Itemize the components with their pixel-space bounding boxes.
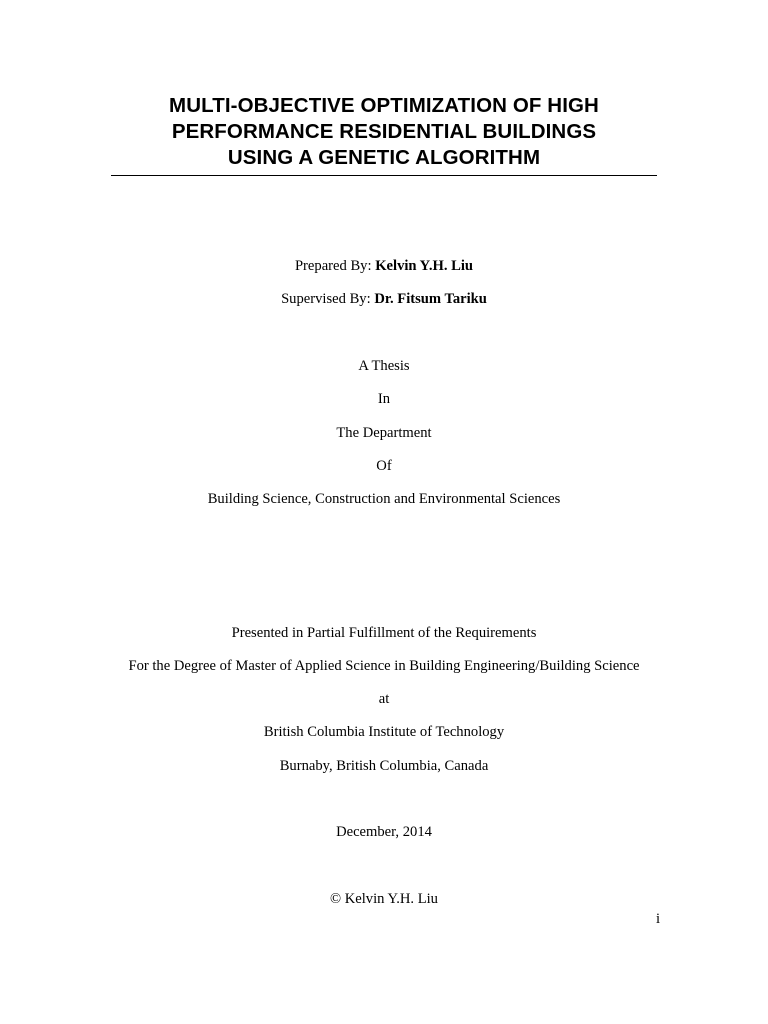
department-name: Building Science, Construction and Environmental Sciences (207, 491, 561, 507)
thesis-title (111, 93, 657, 171)
title-divider (111, 175, 657, 176)
title-line-1: MULTI-OBJECTIVE OPTIMIZATION OF HIGH (169, 94, 599, 117)
title-line-2: PERFORMANCE RESIDENTIAL BUILDINGS (171, 120, 597, 143)
copyright-notice: © Kelvin Y.H. Liu (330, 891, 438, 907)
author-name: Kelvin Y.H. Liu (375, 258, 474, 274)
institution-location: Burnaby, British Columbia, Canada (279, 758, 489, 774)
degree-line: For the Degree of Master of Applied Science in Building Engineering/Building Science (128, 658, 640, 674)
submission-date: December, 2014 (336, 824, 432, 840)
title-line-3: USING A GENETIC ALGORITHM (227, 146, 541, 169)
thesis-line-3: The Department (336, 425, 432, 441)
page-number: i (655, 911, 660, 927)
supervised-by (0, 290, 768, 308)
institution-name: British Columbia Institute of Technology (263, 724, 505, 740)
prepared-by-label: Prepared By: (294, 258, 376, 274)
at-line: at (378, 691, 390, 707)
supervisor-name: Dr. Fitsum Tariku (374, 291, 487, 307)
thesis-line-4: Of (376, 458, 392, 474)
supervised-by-label: Supervised By: (281, 291, 375, 307)
thesis-line-2: In (377, 391, 391, 407)
fulfillment-line-1: Presented in Partial Fulfillment of the Requirements (231, 625, 537, 641)
thesis-line-1: A Thesis (358, 358, 410, 374)
prepared-by (0, 257, 768, 275)
